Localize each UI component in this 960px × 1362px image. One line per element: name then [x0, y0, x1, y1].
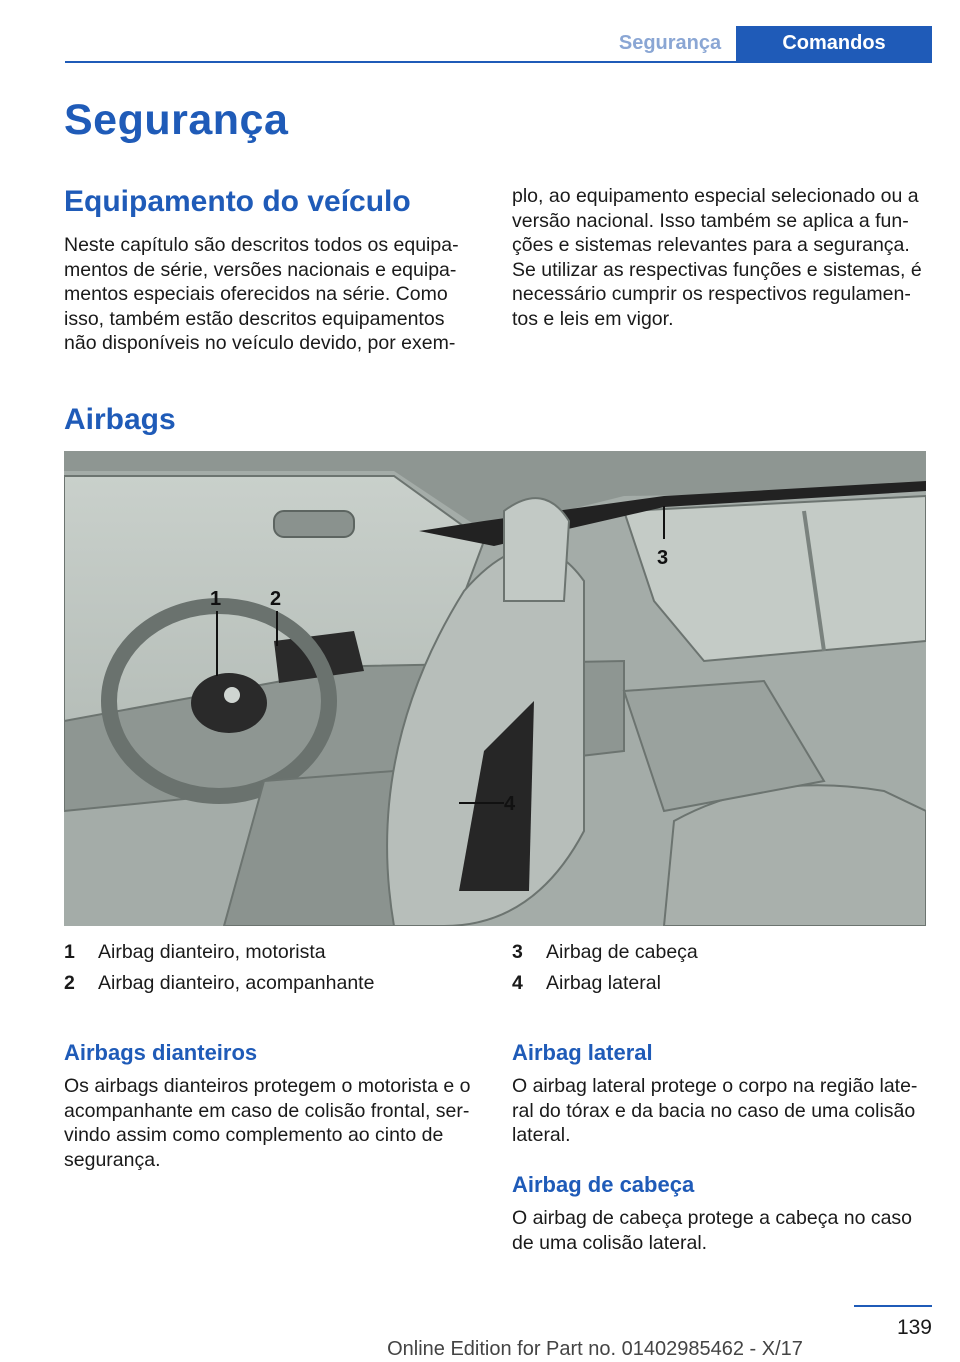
- header-rule: [65, 61, 932, 63]
- subheading-front-airbags: Airbags dianteiros: [64, 1040, 258, 1065]
- side-airbag-text: O airbag lateral protege o corpo na região late- ral do tórax e da bacia no caso de uma colisão lateral.: [512, 1075, 918, 1146]
- callout-4: 4: [504, 793, 516, 815]
- legend-item: [512, 940, 698, 964]
- edition-note: Online Edition for Part no. 01402985462 - X/17: [387, 1338, 803, 1360]
- section-heading-airbags: Airbags: [64, 403, 176, 436]
- car-interior-illustration: [64, 451, 926, 926]
- airbag-locations-figure: [64, 451, 926, 926]
- legend-item: [512, 971, 661, 995]
- legend-item: [64, 971, 374, 995]
- page-number: 139: [896, 1316, 932, 1339]
- head-airbag-text: O airbag de cabeça protege a cabeça no caso de uma colisão lateral.: [512, 1207, 913, 1254]
- legend-number: 2: [64, 972, 75, 994]
- header-section-label: Segurança: [618, 32, 722, 54]
- legend-number: 3: [512, 941, 523, 963]
- front-airbags-text: Os airbags dianteiros protegem o motorista e o acompanhante em caso de colisão frontal, ser- vindo assim como complemento ao cinto de segurança.: [64, 1075, 471, 1171]
- subheading-side-airbag: Airbag lateral: [512, 1040, 653, 1065]
- vehicle-equipment-text-right: plo, ao equipamento especial selecionado ou a versão nacional. Isso também se aplica a fun- ções e sistemas relevantes para a segurança. Se utilizar as respectivas funções e sistemas, é necessário cumprir os respectivos regulamen- tos e leis em vigor.: [512, 185, 922, 330]
- legend-item: [64, 940, 326, 964]
- legend-label: Airbag dianteiro, acompanhante: [98, 972, 375, 994]
- header-chapter-tab: Comandos: [736, 26, 932, 61]
- legend-label: Airbag dianteiro, motorista: [98, 941, 326, 963]
- legend-label: Airbag de cabeça: [546, 941, 698, 963]
- footer-rule: [854, 1305, 932, 1307]
- subheading-head-airbag: Airbag de cabeça: [512, 1172, 695, 1197]
- page-title: Segurança: [64, 96, 289, 144]
- callout-3: 3: [657, 547, 669, 569]
- section-heading-vehicle-equipment: Equipamento do veículo: [64, 185, 411, 218]
- legend-number: 4: [512, 972, 523, 994]
- legend-label: Airbag lateral: [546, 972, 661, 994]
- vehicle-equipment-text-left: Neste capítulo são descritos todos os equipa- mentos de série, versões nacionais e equipa- mentos especiais oferecidos na série. Como isso, também estão descritos equipamentos não disponíveis no veículo devido, por exem-: [64, 234, 459, 354]
- legend-number: 1: [64, 941, 75, 963]
- callout-1: 1: [210, 588, 222, 610]
- callout-2: 2: [270, 588, 282, 610]
